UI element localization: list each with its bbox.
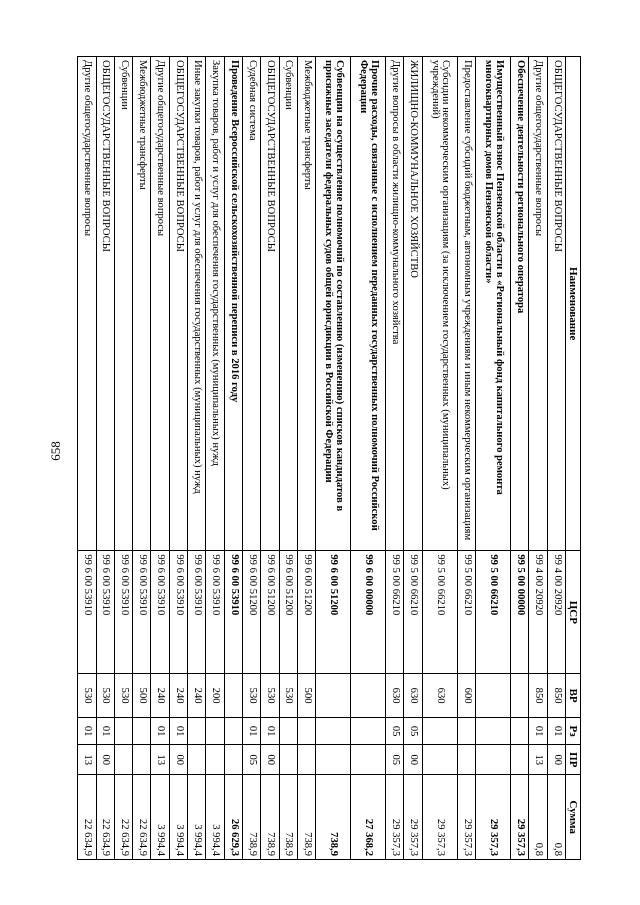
cell-rz: 05 [386, 717, 404, 744]
cell-vr: 630 [386, 674, 404, 718]
cell-vr: 530 [242, 674, 260, 718]
cell-rz: 01 [529, 717, 547, 744]
cell-sum: 3 994,4 [151, 775, 169, 860]
cell-rz [206, 717, 224, 744]
cell-vr [316, 674, 351, 718]
header-pr: ПР [566, 745, 581, 775]
cell-pr: 13 [151, 745, 169, 775]
cell-pr [476, 745, 511, 775]
cell-name: Другие общегосударственные вопросы [529, 57, 547, 551]
cell-vr: 500 [297, 674, 315, 718]
cell-sum: 3 994,4 [169, 775, 187, 860]
table-row [511, 57, 529, 860]
page-number: 658 [48, 441, 63, 461]
cell-csr: 99 5 00 66210 [457, 551, 475, 674]
table-row [316, 57, 351, 860]
table-row [151, 57, 169, 860]
table-row [78, 57, 97, 860]
cell-name: Субвенции [279, 57, 297, 551]
cell-rz [114, 717, 132, 744]
cell-rz: 01 [96, 717, 114, 744]
cell-sum: 3 994,4 [206, 775, 224, 860]
table-row [224, 57, 242, 860]
cell-pr: 00 [404, 745, 422, 775]
cell-pr: 13 [529, 745, 547, 775]
cell-rz [476, 717, 511, 744]
cell-csr: 99 5 00 00000 [511, 551, 529, 674]
cell-vr: 530 [279, 674, 297, 718]
cell-rz: 01 [151, 717, 169, 744]
rotated-table-container [77, 56, 581, 860]
cell-rz: 01 [78, 717, 97, 744]
cell-csr: 99 5 00 66210 [476, 551, 511, 674]
table-row [547, 57, 565, 860]
cell-name: Другие общегосударственные вопросы [151, 57, 169, 551]
cell-csr: 99 5 00 66210 [404, 551, 422, 674]
cell-sum: 27 368,2 [351, 775, 386, 860]
cell-name: Прочие расходы, связанные с исполнением переданных государственных полномочий Российской Федерации [351, 57, 386, 551]
cell-csr: 99 6 00 51200 [261, 551, 279, 674]
table-row [529, 57, 547, 860]
cell-pr [351, 745, 386, 775]
cell-name: Межбюджетные трансферты [133, 57, 151, 551]
cell-pr: 00 [169, 745, 187, 775]
cell-vr: 600 [457, 674, 475, 718]
table-row [188, 57, 206, 860]
cell-rz [133, 717, 151, 744]
cell-vr: 630 [404, 674, 422, 718]
cell-name: Другие общегосударственные вопросы [78, 57, 97, 551]
cell-sum: 0,8 [529, 775, 547, 860]
cell-sum: 22 634,9 [114, 775, 132, 860]
cell-rz: 01 [547, 717, 565, 744]
table-row [351, 57, 386, 860]
cell-pr [114, 745, 132, 775]
cell-csr: 99 6 00 51200 [297, 551, 315, 674]
cell-name: ОБЩЕГОСУДАРСТВЕННЫЕ ВОПРОСЫ [96, 57, 114, 551]
budget-table [77, 56, 581, 860]
cell-rz: 05 [404, 717, 422, 744]
cell-pr: 13 [78, 745, 97, 775]
cell-pr: 00 [96, 745, 114, 775]
table-row [404, 57, 422, 860]
cell-csr: 99 5 00 66210 [386, 551, 404, 674]
cell-name: Субсидии некоммерческим организациям (за исключением государственных (муниципальных) учреждений) [422, 57, 457, 551]
cell-name: Субвенции [114, 57, 132, 551]
cell-vr [224, 674, 242, 718]
cell-sum: 0,8 [547, 775, 565, 860]
cell-csr: 99 6 00 53910 [96, 551, 114, 674]
cell-csr: 99 6 00 53910 [114, 551, 132, 674]
cell-pr: 05 [242, 745, 260, 775]
cell-name: Другие вопросы в области жилищно-коммунального хозяйства [386, 57, 404, 551]
cell-sum: 22 634,9 [133, 775, 151, 860]
cell-vr: 530 [261, 674, 279, 718]
cell-vr: 850 [547, 674, 565, 718]
table-row [206, 57, 224, 860]
cell-pr [133, 745, 151, 775]
cell-pr [511, 745, 529, 775]
cell-csr: 99 6 00 53910 [188, 551, 206, 674]
cell-vr: 630 [422, 674, 457, 718]
cell-csr: 99 6 00 53910 [169, 551, 187, 674]
cell-csr: 99 6 00 53910 [78, 551, 97, 674]
header-csr: ЦСР [566, 551, 581, 674]
cell-sum: 738,9 [316, 775, 351, 860]
cell-name: Имущественный взнос Пензенской области в «Региональный фонд капитального ремонта многоквартирных домов Пензенской области» [476, 57, 511, 551]
cell-sum: 738,9 [279, 775, 297, 860]
cell-sum: 738,9 [261, 775, 279, 860]
header-name: Наименование [566, 57, 581, 551]
table-row [169, 57, 187, 860]
cell-sum: 738,9 [242, 775, 260, 860]
cell-rz [224, 717, 242, 744]
cell-rz [457, 717, 475, 744]
cell-pr [206, 745, 224, 775]
cell-name: ОБЩЕГОСУДАРСТВЕННЫЕ ВОПРОСЫ [547, 57, 565, 551]
table-row [261, 57, 279, 860]
table-row [279, 57, 297, 860]
cell-rz [188, 717, 206, 744]
header-sum: Сумма [566, 775, 581, 860]
cell-name: ОБЩЕГОСУДАРСТВЕННЫЕ ВОПРОСЫ [169, 57, 187, 551]
cell-rz [279, 717, 297, 744]
cell-name: Закупка товаров, работ и услуг для обеспечения государственных (муниципальных) нужд [206, 57, 224, 551]
cell-csr: 99 4 00 20920 [529, 551, 547, 674]
cell-pr: 00 [261, 745, 279, 775]
cell-vr: 240 [169, 674, 187, 718]
cell-name: Субвенции на осуществление полномочий по составлению (изменению) списков кандидатов в присяжные заседатели федеральных судов общей юрисдикции в Российской Федерации [316, 57, 351, 551]
cell-pr [188, 745, 206, 775]
cell-sum: 26 629,3 [224, 775, 242, 860]
cell-name: Проведение Всероссийской сельскохозяйственной переписи в 2016 году [224, 57, 242, 551]
cell-rz: 01 [242, 717, 260, 744]
cell-csr: 99 5 00 66210 [422, 551, 457, 674]
cell-vr: 530 [96, 674, 114, 718]
cell-rz: 01 [169, 717, 187, 744]
cell-vr: 530 [114, 674, 132, 718]
cell-pr [297, 745, 315, 775]
cell-rz [297, 717, 315, 744]
table-row [297, 57, 315, 860]
cell-vr [476, 674, 511, 718]
table-row [133, 57, 151, 860]
cell-csr: 99 6 00 00000 [351, 551, 386, 674]
cell-vr: 200 [206, 674, 224, 718]
cell-csr: 99 6 00 51200 [279, 551, 297, 674]
cell-csr: 99 6 00 51200 [242, 551, 260, 674]
cell-csr: 99 6 00 51200 [316, 551, 351, 674]
cell-pr: 05 [386, 745, 404, 775]
cell-csr: 99 6 00 53910 [206, 551, 224, 674]
cell-sum: 29 357,3 [511, 775, 529, 860]
cell-vr: 240 [151, 674, 169, 718]
cell-sum: 3 994,4 [188, 775, 206, 860]
cell-name: Межбюджетные трансферты [297, 57, 315, 551]
cell-name: ЖИЛИЩНО-КОММУНАЛЬНОЕ ХОЗЯЙСТВО [404, 57, 422, 551]
table-row [422, 57, 457, 860]
cell-rz [511, 717, 529, 744]
table-row [457, 57, 475, 860]
cell-sum: 22 634,9 [78, 775, 97, 860]
cell-vr: 500 [133, 674, 151, 718]
cell-name: Предоставление субсидий бюджетным, автономным учреждениям и иным некоммерческим организациям [457, 57, 475, 551]
cell-sum: 22 634,9 [96, 775, 114, 860]
table-row [96, 57, 114, 860]
table-body [78, 57, 566, 860]
table-row [476, 57, 511, 860]
cell-pr [316, 745, 351, 775]
cell-rz [351, 717, 386, 744]
cell-sum: 29 357,3 [476, 775, 511, 860]
cell-pr [224, 745, 242, 775]
cell-rz: 01 [261, 717, 279, 744]
cell-csr: 99 6 00 53910 [151, 551, 169, 674]
cell-vr [511, 674, 529, 718]
header-rz: Рз [566, 717, 581, 744]
table-row [242, 57, 260, 860]
cell-name: Обеспечение деятельности регионального оператора [511, 57, 529, 551]
cell-vr: 240 [188, 674, 206, 718]
cell-pr [279, 745, 297, 775]
cell-csr: 99 6 00 53910 [133, 551, 151, 674]
cell-csr: 99 6 00 53910 [224, 551, 242, 674]
cell-name: ОБЩЕГОСУДАРСТВЕННЫЕ ВОПРОСЫ [261, 57, 279, 551]
cell-csr: 99 4 00 20920 [547, 551, 565, 674]
cell-rz [316, 717, 351, 744]
cell-pr [422, 745, 457, 775]
cell-vr [351, 674, 386, 718]
cell-pr [457, 745, 475, 775]
cell-sum: 738,9 [297, 775, 315, 860]
header-row [566, 57, 581, 860]
cell-vr: 850 [529, 674, 547, 718]
header-vr: ВР [566, 674, 581, 718]
table-row [386, 57, 404, 860]
cell-name: Иные закупки товаров, работ и услуг для обеспечения государственных (муниципальных) нужд [188, 57, 206, 551]
cell-sum: 29 357,3 [457, 775, 475, 860]
cell-rz [422, 717, 457, 744]
cell-sum: 29 357,3 [386, 775, 404, 860]
cell-sum: 29 357,3 [422, 775, 457, 860]
cell-pr: 00 [547, 745, 565, 775]
cell-name: Судебная система [242, 57, 260, 551]
cell-vr: 530 [78, 674, 97, 718]
cell-sum: 29 357,3 [404, 775, 422, 860]
table-row [114, 57, 132, 860]
